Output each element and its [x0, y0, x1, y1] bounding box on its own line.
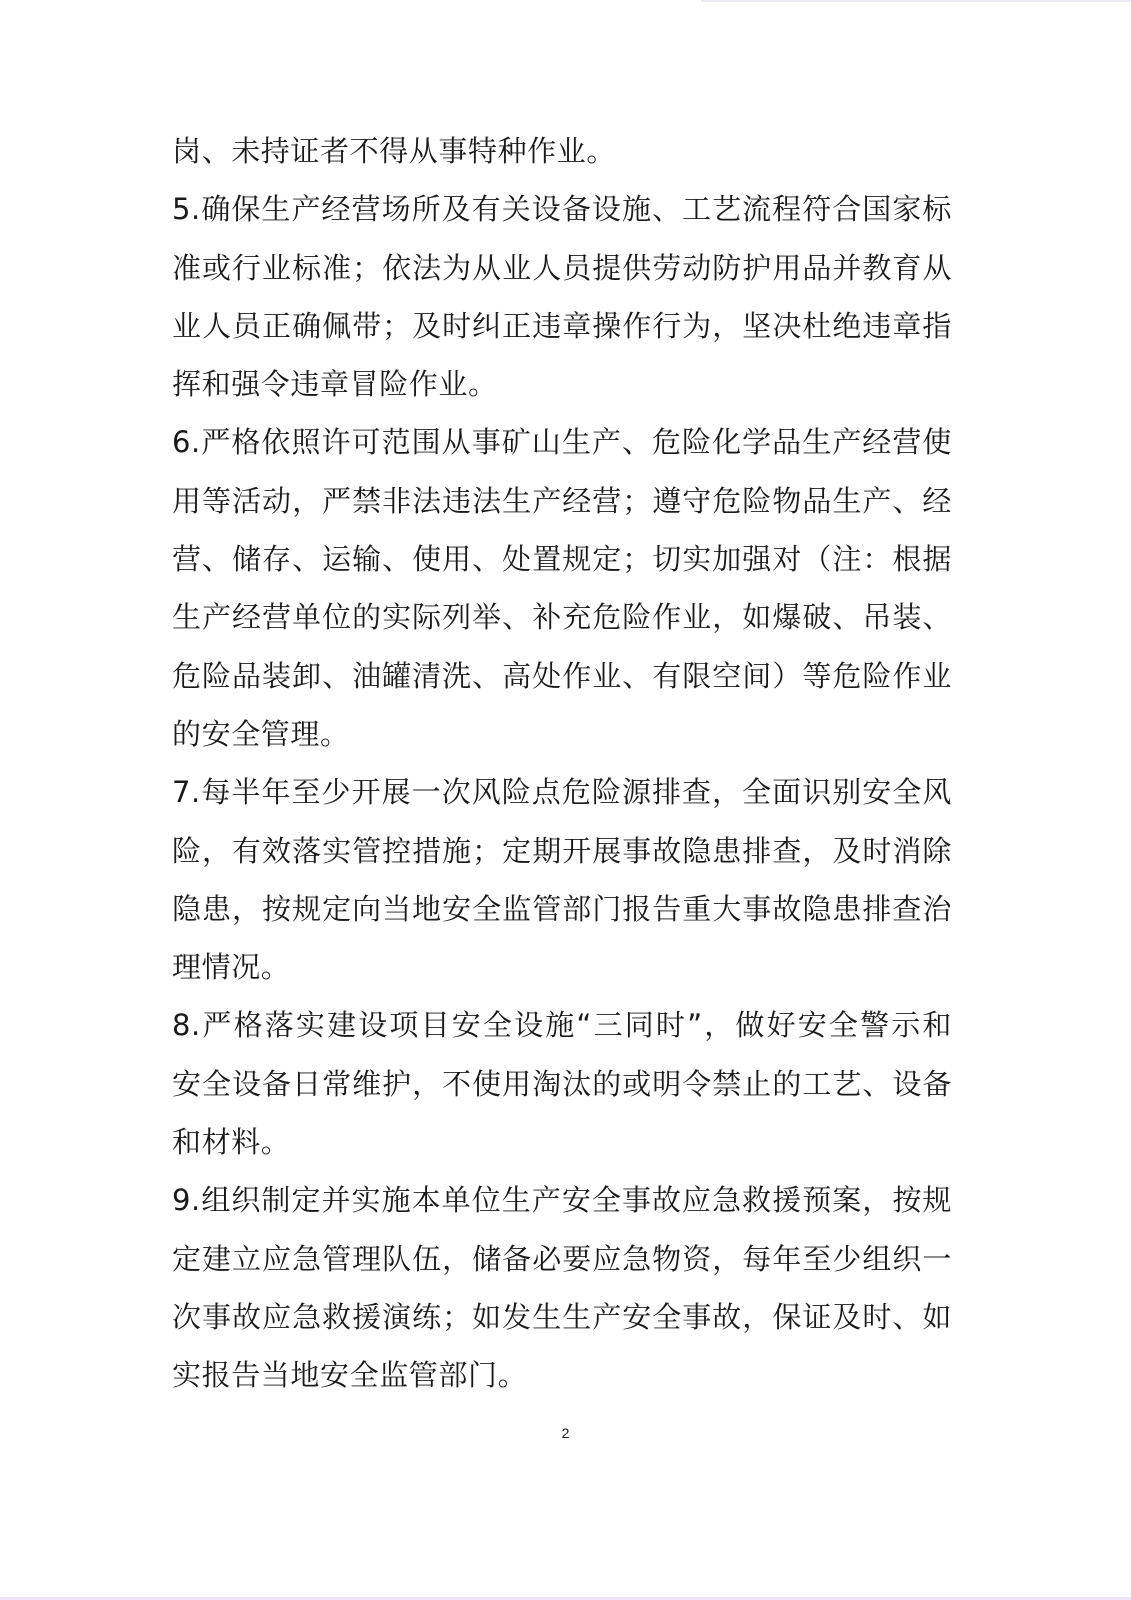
scan-edge-top — [701, 0, 1131, 2]
text-line: 挥和强令违章冒险作业。 — [172, 367, 498, 402]
text-line: 8.严格落实建设项目安全设施“三同时”，做好安全警示和 — [172, 1008, 952, 1043]
text-line: 业人员正确佩带；及时纠正违章操作行为，坚决杜绝违章指 — [172, 308, 952, 343]
text-line: 岗、未持证者不得从事特种作业。 — [172, 134, 617, 168]
text-line: 实报告当地安全监管部门。 — [172, 1358, 528, 1393]
text-line: 用等活动，严禁非法违法生产经营；遵守危险物品生产、经 — [172, 483, 952, 518]
text-line: 次事故应急救援演练；如发生生产安全事故，保证及时、如 — [172, 1299, 952, 1334]
text-line: 的安全管理。 — [172, 716, 350, 751]
text-line: 营、储存、运输、使用、处置规定；切实加强对（注：根据 — [172, 542, 952, 577]
text-line: 9.组织制定并实施本单位生产安全事故应急救援预案，按规 — [172, 1183, 952, 1218]
text-line: 生产经营单位的实际列举、补充危险作业，如爆破、吊装、 — [172, 600, 952, 635]
text-line: 安全设备日常维护，不使用淘汰的或明令禁止的工艺、设备 — [172, 1066, 952, 1101]
text-line: 险，有效落实管控措施；定期开展事故隐患排查，及时消除 — [172, 833, 952, 868]
text-line: 隐患，按规定向当地安全监管部门报告重大事故隐患排查治 — [172, 891, 952, 926]
text-line: 定建立应急管理队伍，储备必要应急物资，每年至少组织一 — [172, 1241, 952, 1276]
text-line: 5.确保生产经营场所及有关设备设施、工艺流程符合国家标 — [172, 192, 952, 227]
text-line: 7.每半年至少开展一次风险点危险源排查，全面识别安全风 — [172, 775, 952, 810]
text-line: 6.严格依照许可范围从事矿山生产、危险化学品生产经营使 — [172, 425, 952, 460]
text-line: 危险品装卸、油罐清洗、高处作业、有限空间）等危险作业 — [172, 658, 952, 693]
text-line: 理情况。 — [172, 950, 291, 985]
text-line: 准或行业标准；依法为从业人员提供劳动防护用品并教育从 — [172, 250, 952, 285]
text-line: 和材料。 — [172, 1125, 291, 1160]
body-text — [172, 122, 952, 1405]
page-number: 2 — [561, 1425, 570, 1441]
